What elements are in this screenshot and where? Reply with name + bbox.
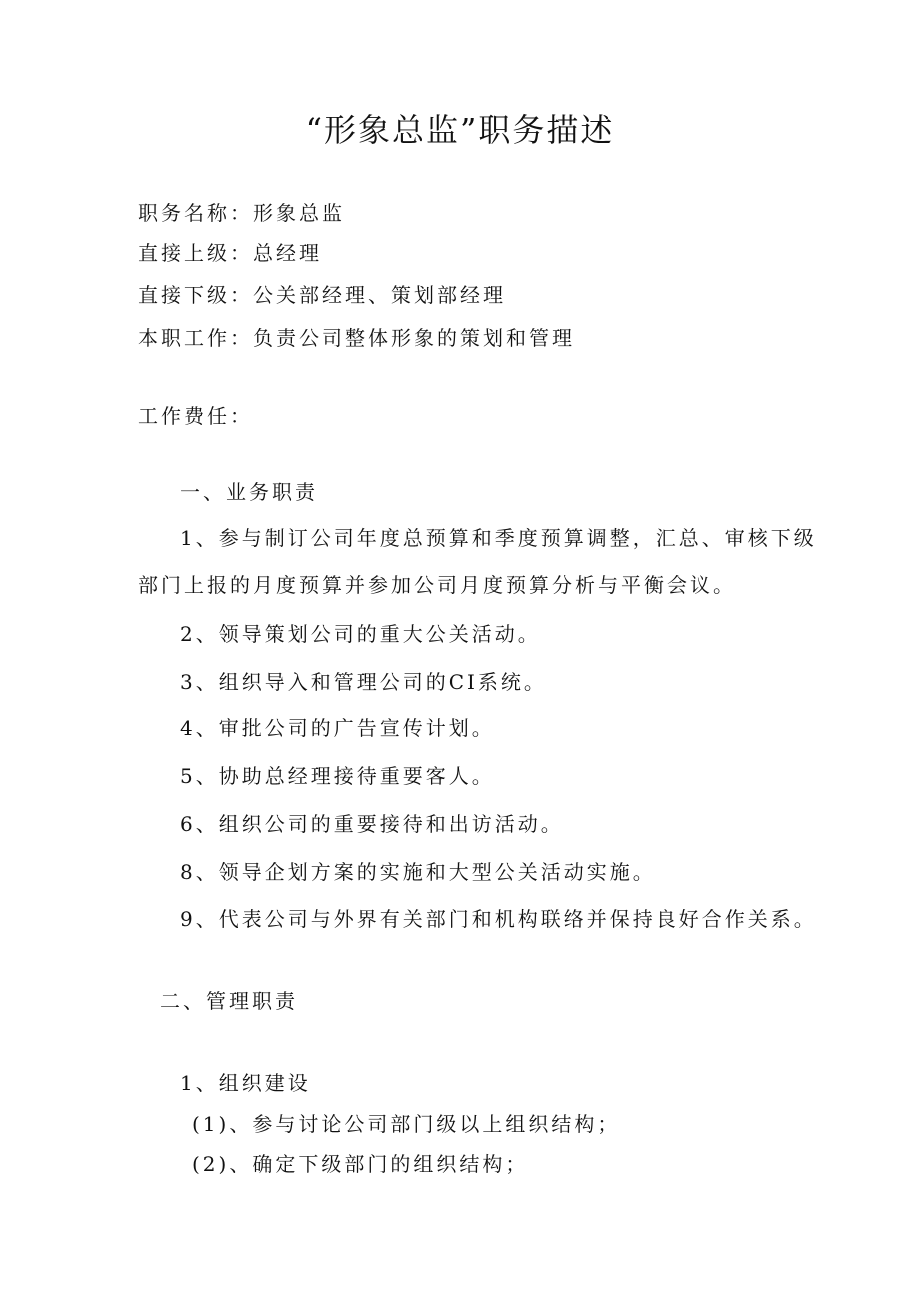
info-direct-superior: 直接上级：总经理 <box>138 241 322 265</box>
section1-item: 8、领导企划方案的实施和大型公关活动实施。 <box>180 860 656 884</box>
section1-item: 4、审批公司的广告宣传计划。 <box>180 716 495 740</box>
info-job-name: 职务名称：形象总监 <box>138 201 345 225</box>
section2-sub-item: (2)、确定下级部门的组织结构； <box>192 1152 529 1176</box>
section2-sub-item: (1)、参与讨论公司部门级以上组织结构； <box>192 1112 621 1136</box>
section1-item1-line1: 1、参与制订公司年度总预算和季度预算调整，汇总、审核下级 <box>180 526 817 550</box>
section2-heading: 二、管理职责 <box>160 989 298 1013</box>
responsibilities-label: 工作费任： <box>138 404 253 428</box>
section1-item: 5、协助总经理接待重要客人。 <box>180 764 495 788</box>
section1-item: 6、组织公司的重要接待和出访活动。 <box>180 812 564 836</box>
section1-item1-line2: 部门上报的月度预算并参加公司月度预算分析与平衡会议。 <box>138 573 736 597</box>
document-title: “形象总监”职务描述 <box>305 111 615 149</box>
section1-item: 2、领导策划公司的重大公关活动。 <box>180 622 541 646</box>
info-direct-subordinate: 直接下级：公关部经理、策划部经理 <box>138 283 506 307</box>
section1-item: 3、组织导入和管理公司的CI系统。 <box>180 670 547 694</box>
section1-heading: 一、业务职责 <box>180 480 318 504</box>
section2-sub-heading: 1、组织建设 <box>180 1071 311 1095</box>
info-main-work: 本职工作：负责公司整体形象的策划和管理 <box>138 326 575 350</box>
section1-item: 9、代表公司与外界有关部门和机构联络并保持良好合作关系。 <box>180 907 817 931</box>
